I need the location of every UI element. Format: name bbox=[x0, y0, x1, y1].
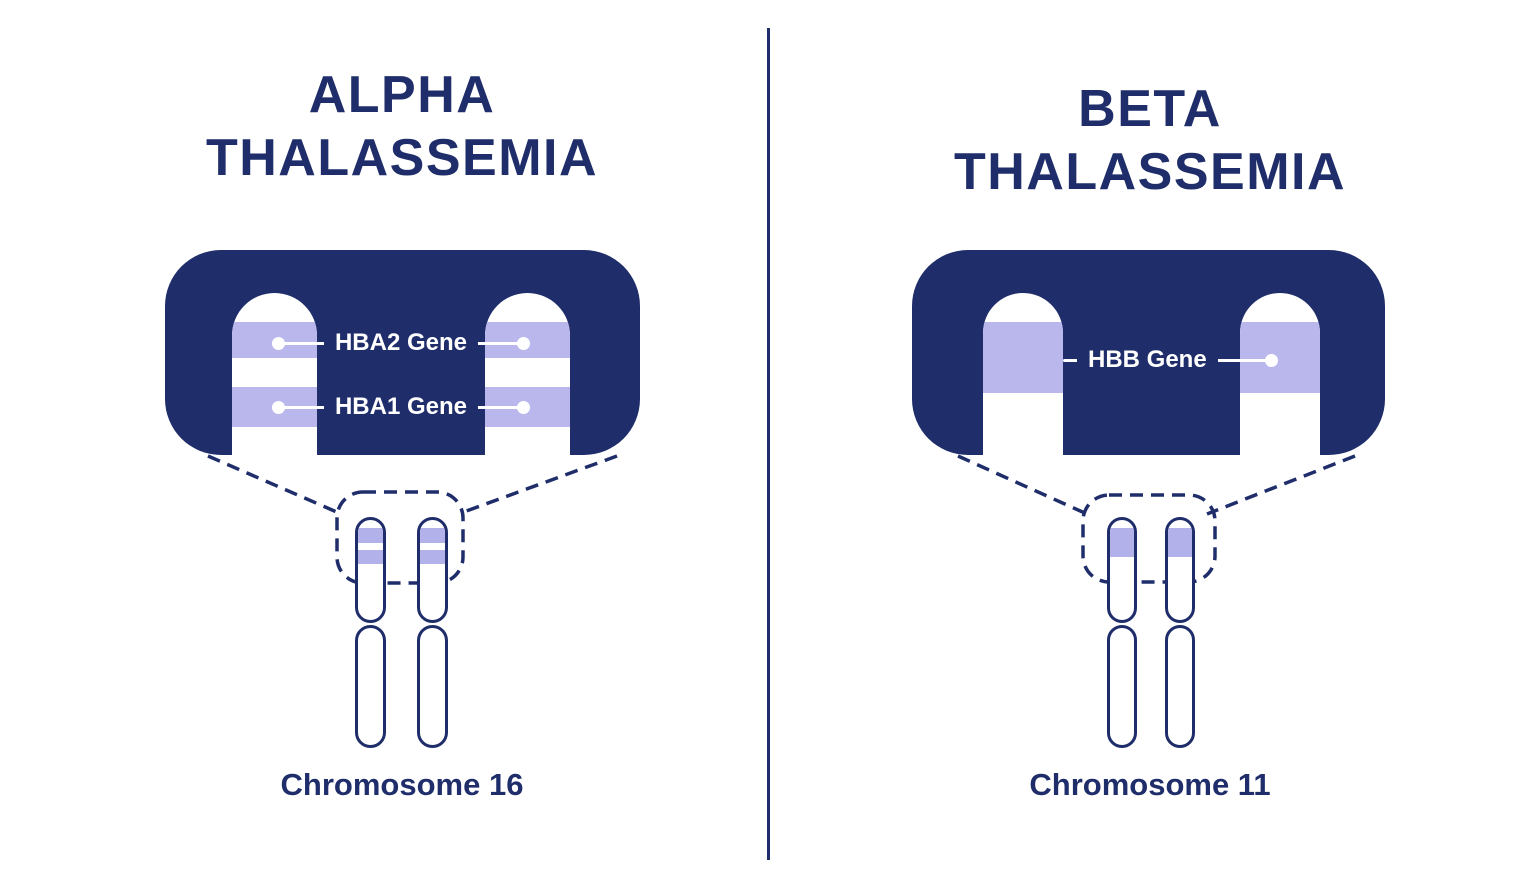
dashed-line-right bbox=[1207, 456, 1355, 514]
chromosome-q-arm bbox=[355, 625, 386, 748]
dashed-line-left bbox=[958, 456, 1087, 514]
beta-thalassemia-panel bbox=[768, 0, 1536, 884]
gene-marker-dot bbox=[517, 401, 530, 414]
beta-magnified-region bbox=[912, 250, 1385, 455]
gene-label: HBA2 Gene bbox=[324, 327, 478, 359]
gene-band-small bbox=[358, 550, 383, 564]
alpha-magnified-region bbox=[165, 250, 640, 455]
alpha-title-line1: ALPHA bbox=[308, 66, 496, 124]
gene-callout-hba1 bbox=[277, 387, 525, 427]
chromosome-caption: Chromosome 16 bbox=[280, 767, 524, 802]
chromosome-p-arm bbox=[417, 517, 448, 623]
chromosome-p-arm bbox=[1165, 517, 1195, 623]
gene-band-small bbox=[420, 528, 445, 543]
dashed-line-right bbox=[461, 456, 617, 513]
zoom-funnel bbox=[150, 450, 650, 590]
chromosome-p-arm bbox=[1107, 517, 1137, 623]
gene-label: HBB Gene bbox=[1077, 344, 1218, 376]
gene-marker-dot bbox=[1265, 354, 1278, 367]
beta-title bbox=[800, 78, 1500, 204]
gene-band-small bbox=[420, 550, 445, 564]
chromosome-q-arm bbox=[1165, 625, 1195, 748]
gene-callout-hba2 bbox=[277, 323, 525, 363]
gene-band-small bbox=[1110, 528, 1134, 557]
gene-band bbox=[983, 322, 1063, 393]
gene-label: HBA1 Gene bbox=[324, 391, 478, 423]
beta-title-line1: BETA bbox=[1078, 80, 1222, 138]
chromosome-tip bbox=[485, 293, 570, 455]
chromosome-p-arm bbox=[355, 517, 386, 623]
gene-band-small bbox=[1168, 528, 1192, 557]
dashed-line-left bbox=[208, 456, 339, 513]
chromosome-q-arm bbox=[1107, 625, 1137, 748]
chromosome-caption: Chromosome 11 bbox=[1029, 767, 1271, 802]
gene-marker-dot bbox=[517, 337, 530, 350]
gene-marker-dot bbox=[272, 337, 285, 350]
gene-callout-hbb bbox=[1063, 340, 1273, 380]
beta-title-line2: THALASSEMIA bbox=[953, 143, 1347, 201]
gene-band-small bbox=[358, 528, 383, 543]
chromosome-q-arm bbox=[417, 625, 448, 748]
gene-marker-dot bbox=[272, 401, 285, 414]
dashed-outline bbox=[1083, 495, 1215, 582]
chromosome-tip bbox=[983, 293, 1063, 455]
alpha-title-line2: THALASSEMIA bbox=[205, 129, 599, 187]
zoom-funnel bbox=[898, 450, 1398, 590]
chromosome-tip bbox=[232, 293, 317, 455]
alpha-title bbox=[52, 64, 752, 190]
